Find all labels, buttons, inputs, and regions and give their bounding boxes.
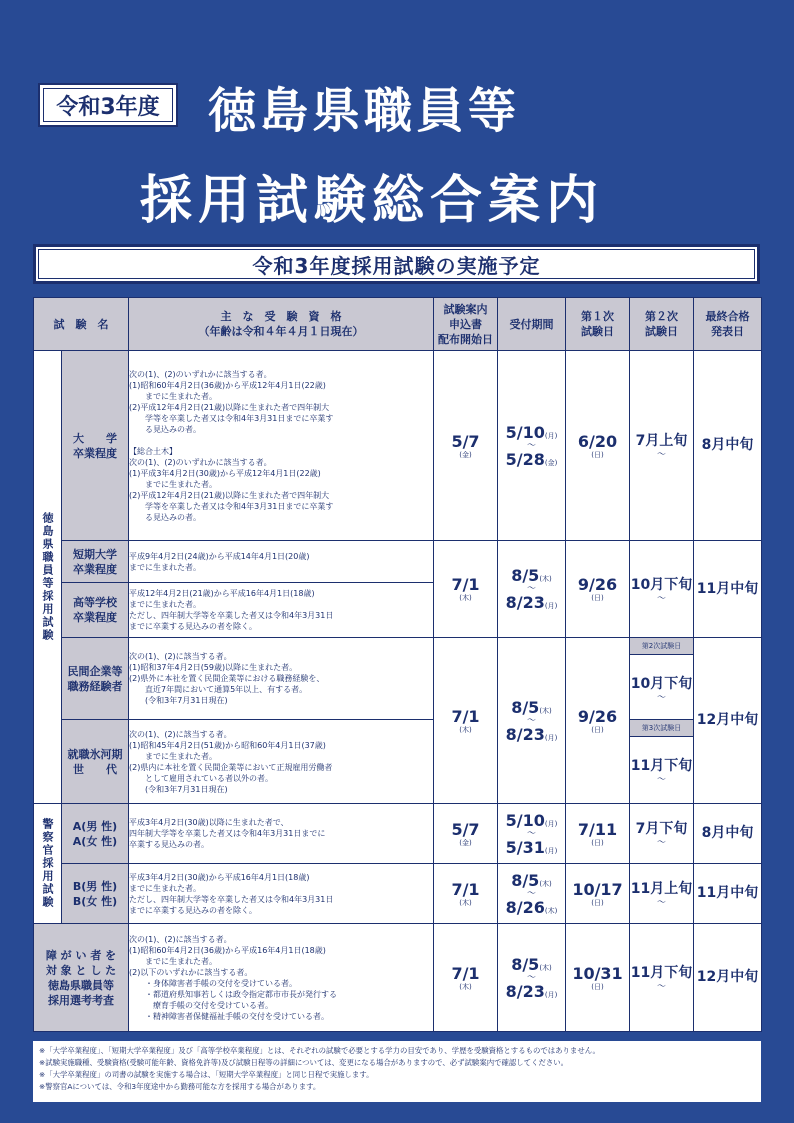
accept-disability: 8/5(木) 〜 8/23(月): [498, 924, 566, 1032]
qualification-line: る見込みの者。: [129, 424, 201, 434]
table-row-police-b: [34, 864, 762, 924]
qualification-line: (令和3年7月31日現在): [129, 784, 228, 794]
table-row-ice: [34, 720, 762, 804]
table-row-police-a: [34, 804, 762, 864]
qualification-line: 平成3年4月2日(30歳)から平成16年4月1日(18歳): [129, 872, 310, 882]
qualification-line: 学等を卒業した者又は令和4年3月31日までに卒業す: [129, 413, 334, 423]
exam-name-police-b: B(男 性) B(女 性): [62, 864, 129, 924]
qualification-line: 平成3年4月2日(30歳)以降に生まれた者で、: [129, 818, 289, 827]
final-jh: 11月中旬: [694, 541, 762, 638]
qual-junior: [129, 541, 434, 583]
year-badge: 令和3年度: [38, 83, 178, 127]
second-exam-police-a: 7月下旬 〜: [630, 804, 694, 864]
qualification-line: (1)昭和60年4月2日(36歳)から平成12年4月1日(22歳): [129, 380, 326, 390]
qualification-line: 直近7年間において通算5年以上、有する者。: [129, 685, 308, 694]
qualification-line: 次の(1)、(2)のいずれかに該当する者。: [129, 369, 272, 379]
footnote: ※「大学卒業程度」の司書の試験を実施する場合は、「短期大学卒業程度」と同じ日程で実施します。: [39, 1070, 374, 1079]
qualification-line: (1)平成3年4月2日(30歳)から平成12年4月1日(22歳): [129, 468, 321, 478]
first-exam-jh: 9/26 (日): [566, 541, 630, 638]
second-exam-univ: 7月上旬 〜: [630, 351, 694, 541]
qualification-line: (2)県内に本社を置く民間企業等において正規雇用労働者: [129, 762, 333, 772]
qualification-line: までに卒業する見込みの者を除く。: [129, 622, 257, 631]
page-title-line2: 採用試験総合案内: [140, 171, 605, 231]
qualification-line: ただし、四年制大学等を卒業した者又は令和4年3月31日: [129, 611, 334, 620]
exam-name-high: 高等学校 卒業程度: [62, 583, 129, 638]
footnotes: [33, 1041, 761, 1102]
header-final-result: 最終合格 発表日: [694, 298, 762, 351]
final-pi: 12月中旬: [694, 638, 762, 804]
qualification-line: までに生まれた者。: [129, 600, 201, 609]
qualification-line: 次の(1)、(2)に該当する者。: [129, 934, 232, 944]
qualification-line: までに生まれた者。: [129, 479, 217, 489]
qualification-line: (2)平成12年4月2日(21歳)以降に生まれた者で四年制大: [129, 402, 330, 412]
exam-name-ice: 就職氷河期 世 代: [62, 720, 129, 804]
guide-date-jh: 7/1 (木): [434, 541, 498, 638]
exam-name-private: 民間企業等 職務経験者: [62, 638, 129, 720]
qualification-line: (1)昭和37年4月2日(59歳)以降に生まれた者。: [129, 663, 298, 672]
exam-name-police-a: A(男 性) A(女 性): [62, 804, 129, 864]
qualification-line: 学等を卒業した者又は令和4年3月31日までに卒業す: [129, 501, 334, 511]
qual-private: [129, 638, 434, 720]
qualification-line: (1)昭和45年4月2日(51歳)から昭和60年4月1日(37歳): [129, 740, 326, 750]
first-exam-police-b: 10/17 (日): [566, 864, 630, 924]
second-exam-jh: 10月下旬 〜: [630, 541, 694, 638]
qualification-line: までに生まれた者。: [129, 562, 201, 572]
qualification-line: ただし、四年制大学等を卒業した者又は令和4年3月31日: [129, 894, 334, 904]
qual-ice: [129, 720, 434, 804]
header-accept-period: 受付期間: [498, 298, 566, 351]
qual-police-a: [129, 804, 434, 864]
footnote: ※警察官Aについては、令和3年度途中から勤務可能な方を採用する場合があります。: [39, 1082, 321, 1091]
qualification-line: (2)平成12年4月2日(21歳)以降に生まれた者で四年制大: [129, 490, 330, 500]
final-disability: 12月中旬: [694, 924, 762, 1032]
header-qualification: 主 な 受 験 資 格 （年齢は令和４年４月１日現在）: [129, 298, 434, 351]
guide-date-disability: 7/1 (木): [434, 924, 498, 1032]
accept-police-b: 8/5(木) 〜 8/26(木): [498, 864, 566, 924]
qualification-line: ・都道府県知事若しくは政令指定都市市長が発行する: [129, 989, 337, 999]
qualification-line: (令和3年7月31日現在): [129, 696, 228, 705]
third-exam-ice: 第3次試験日 11月下旬 〜: [630, 720, 694, 804]
table-header-row: [34, 298, 762, 351]
table-row-junior: [34, 541, 762, 583]
table-row-disability: [34, 924, 762, 1032]
qual-high: [129, 583, 434, 638]
exam-name-junior: 短期大学 卒業程度: [62, 541, 129, 583]
qualification-line: 平成12年4月2日(21歳)から平成16年4月1日(18歳): [129, 589, 315, 598]
qualification-line: ・精神障害者保健福祉手帳の交付を受けている者。: [129, 1011, 329, 1021]
first-exam-police-a: 7/11 (日): [566, 804, 630, 864]
qualification-line: 卒業する見込みの者。: [129, 840, 209, 849]
group-police: 警察官採用試験: [34, 804, 62, 924]
qualification-line: る見込みの者。: [129, 512, 201, 522]
qualification-line: 次の(1)、(2)に該当する者。: [129, 729, 232, 739]
accept-univ: 5/10(月) 〜 5/28(金): [498, 351, 566, 541]
guide-date-univ: 5/7 (金): [434, 351, 498, 541]
qualification-line: (2)県外に本社を置く民間企業等における職務経験を、: [129, 674, 325, 683]
qualification-line: 次の(1)、(2)のいずれかに該当する者。: [129, 457, 272, 467]
second-exam-disability: 11月下旬 〜: [630, 924, 694, 1032]
final-police-b: 11月中旬: [694, 864, 762, 924]
exam-name-disability: 障 が い 者 を 対 象 と し た 徳島県職員等 採用選考考査: [34, 924, 129, 1032]
qual-police-b: [129, 864, 434, 924]
accept-pi: 8/5(木) 〜 8/23(月): [498, 638, 566, 804]
header-first-exam: 第１次 試験日: [566, 298, 630, 351]
qualification-line: 次の(1)、(2)に該当する者。: [129, 652, 232, 661]
qualification-line: 平成9年4月2日(24歳)から平成14年4月1日(20歳): [129, 551, 310, 561]
qualification-line: までに卒業する見込みの者を除く。: [129, 905, 257, 915]
accept-police-a: 5/10(月) 〜 5/31(月): [498, 804, 566, 864]
qualification-line: 【総合土木】: [129, 446, 177, 456]
header-guide-date: 試験案内 申込書 配布開始日: [434, 298, 498, 351]
final-police-a: 8月中旬: [694, 804, 762, 864]
final-univ: 8月中旬: [694, 351, 762, 541]
qualification-line: [129, 435, 433, 446]
exam-name-univ: 大 学 卒業程度: [62, 351, 129, 541]
qualification-line: 療育手帳の交付を受けている者。: [129, 1000, 273, 1010]
exam-schedule-table: [33, 297, 762, 1032]
second-exam-private: 第2次試験日 10月下旬 〜: [630, 638, 694, 720]
first-exam-pi: 9/26 (日): [566, 638, 630, 804]
second-exam-police-b: 11月上旬 〜: [630, 864, 694, 924]
qual-univ: [129, 351, 434, 541]
qualification-line: として雇用されている者以外の者。: [129, 773, 273, 783]
qualification-line: までに生まれた者。: [129, 956, 217, 966]
guide-date-police-b: 7/1 (木): [434, 864, 498, 924]
table-row-private: [34, 638, 762, 720]
qualification-line: (1)昭和60年4月2日(36歳)から平成16年4月1日(18歳): [129, 945, 326, 955]
qualification-line: までに生まれた者。: [129, 751, 217, 761]
footnote: ※試験実施職種、受験資格(受験可能年齢、資格免許等)及び試験日程等の詳細については、変更になる場合がありますので、必ず試験案内で確認してください。: [39, 1058, 569, 1067]
guide-date-pi: 7/1 (木): [434, 638, 498, 804]
table-row-univ: [34, 351, 762, 541]
qualification-line: ・身体障害者手帳の交付を受けている者。: [129, 978, 297, 988]
accept-jh: 8/5(木) 〜 8/23(月): [498, 541, 566, 638]
group-pref: 徳島県職員等採用試験: [34, 351, 62, 804]
first-exam-univ: 6/20 (日): [566, 351, 630, 541]
qualification-line: 四年制大学等を卒業した者又は令和4年3月31日までに: [129, 829, 326, 838]
header-exam-name: 試 験 名: [34, 298, 129, 351]
qualification-line: (2)以下のいずれかに該当する者。: [129, 967, 253, 977]
section-subtitle: 令和3年度採用試験の実施予定: [33, 244, 760, 284]
qual-disability: [129, 924, 434, 1032]
guide-date-police-a: 5/7 (金): [434, 804, 498, 864]
footnote: ※「大学卒業程度」、「短期大学卒業程度」及び「高等学校卒業程度」とは、それぞれの試験で必要とする学力の目安であり、学歴を受験資格とするものではありません。: [39, 1046, 600, 1055]
qualification-line: までに生まれた者。: [129, 391, 217, 401]
page-title-line1: 徳島県職員等: [208, 83, 521, 139]
qualification-line: までに生まれた者。: [129, 883, 201, 893]
first-exam-disability: 10/31 (日): [566, 924, 630, 1032]
header-second-exam: 第２次 試験日: [630, 298, 694, 351]
